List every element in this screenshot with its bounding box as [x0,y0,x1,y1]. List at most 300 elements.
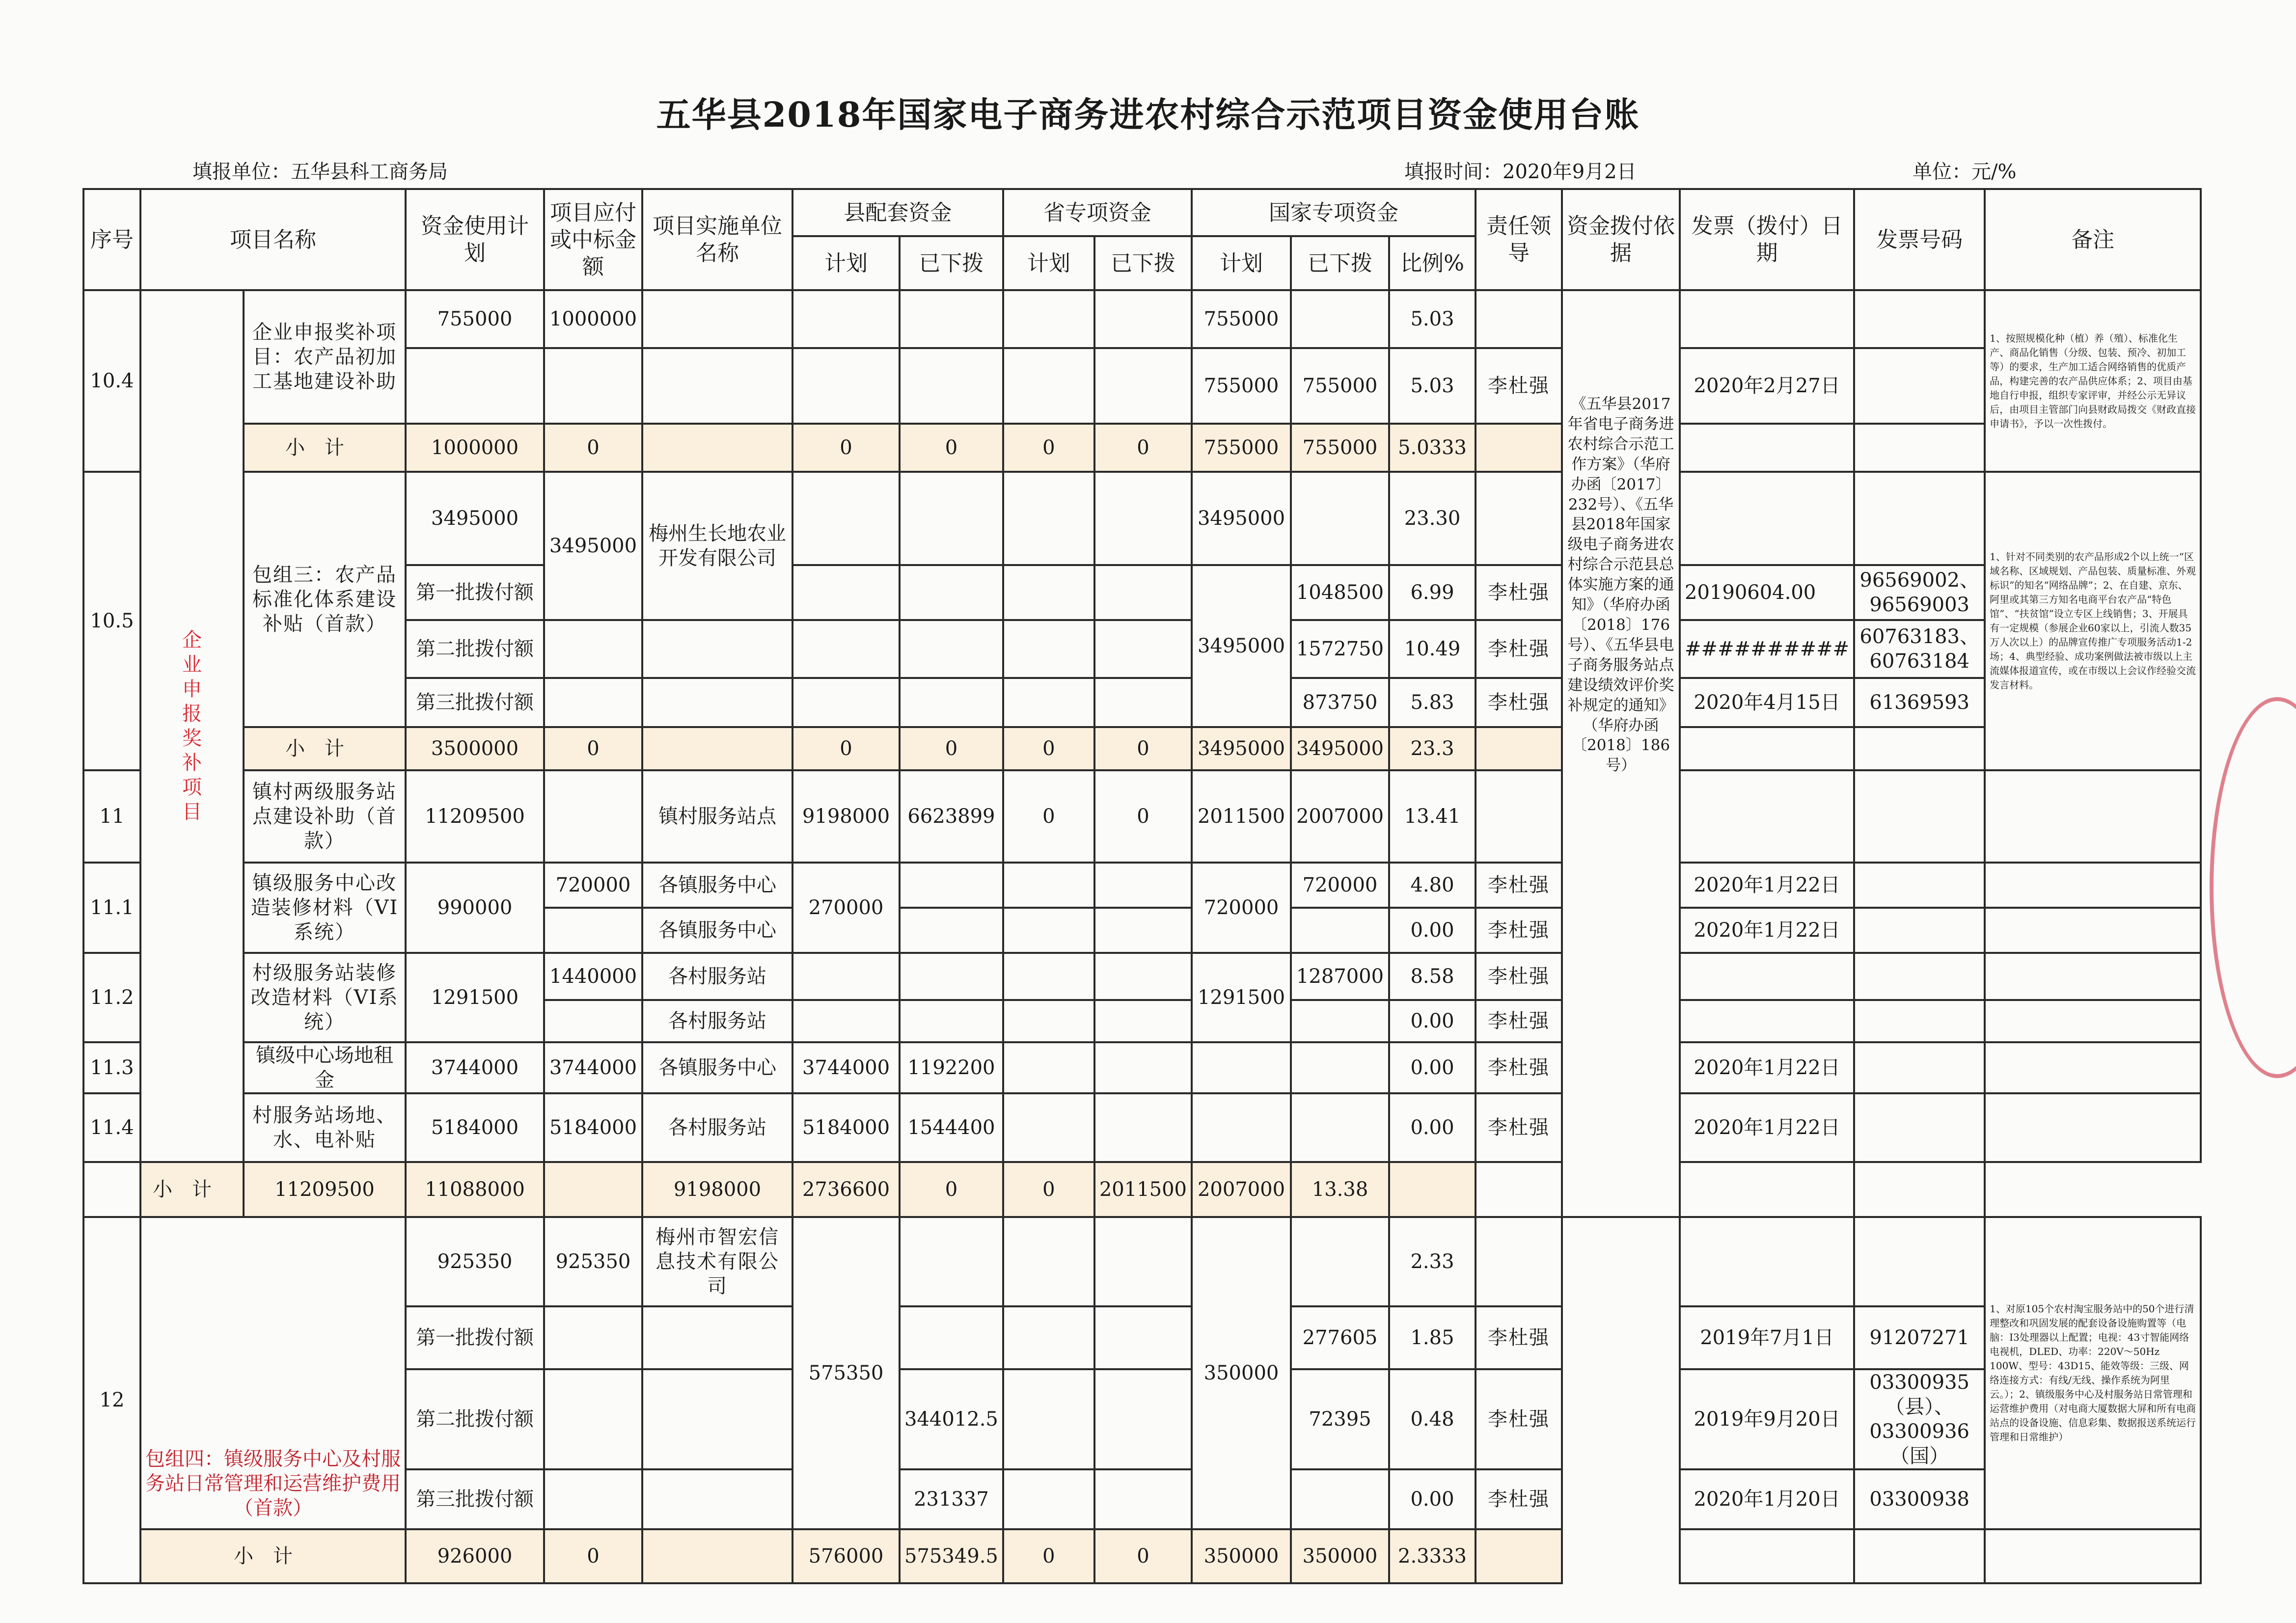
reporting-unit: 填报单位：五华县科工商务局 [192,161,448,183]
cell-leader [1476,727,1562,770]
cell-ratio: 8.58 [1389,953,1476,1000]
cell-plan: 3500000 [406,727,544,770]
cell-payable: 925350 [544,1217,642,1306]
cell-plan: 1000000 [406,424,544,472]
cell-prov-paid [1094,678,1192,727]
cell-county-plan: 576000 [793,1529,900,1583]
cell-impl [642,1529,793,1583]
batch-label: 第三批拨付额 [406,1469,544,1529]
cell-remark [1985,1000,2201,1042]
cell-plan: 926000 [406,1529,544,1583]
table-row [83,290,2201,348]
cell-nat-paid [1291,472,1389,565]
cell-leader: 李杜强 [1476,1093,1562,1162]
cell-impl [642,424,793,472]
cell-leader: 李杜强 [1476,1000,1562,1042]
cell-remark [1985,1042,2201,1093]
cell-prov-paid [1094,1469,1192,1529]
cell-payable [544,770,642,863]
cell-impl: 梅州市智宏信息技术有限公司 [642,1217,793,1306]
cell-nat-paid: 2007000 [1291,770,1389,863]
remark-text: 1、对原105个农村淘宝服务站中的50个进行清理整改和巩固发展的配套设备设施购置等（电脑：I3处理器以上配置；电视：43寸智能网络电视机，DLED、功率：220V～50Hz 100W、型号：43D15、能效等级：三级、网络连接方式：有线/无线、操作系统为阿里云。）；2、镇级服务中心及村服务站日常管理和运营维护费用（对电商大厦数据大屏和所有电商站点的设备设施、信息彩集、数据报送系统运行管理和日常维护） [1985,1217,2201,1529]
cell-prov-plan [1003,1369,1094,1469]
cell-leader: 李杜强 [1476,678,1562,727]
cell-nat-paid: 72395 [1291,1369,1389,1469]
cell-plan: 11209500 [244,1162,406,1217]
cell-plan: 3495000 [406,472,544,565]
row-project-name: 村级服务站装修改造材料（VI系统） [244,953,406,1042]
cell-county-paid: 6623899 [900,770,1003,863]
header-provincial-funds: 省专项资金 [1003,189,1192,236]
cell-prov-plan [1003,863,1094,908]
cell-invoice-number: 03300935（县）、03300936（国） [1854,1369,1985,1469]
cell-prov-plan [1003,348,1094,424]
cell-invoice-date [1680,1000,1854,1042]
cell-invoice-number [1680,1162,1854,1217]
cell-invoice-number: 91207271 [1854,1306,1985,1369]
cell-impl [642,1469,793,1529]
cell-plan [406,348,544,424]
cell-payable: 720000 [544,863,642,908]
cell-leader: 李杜强 [1476,620,1562,678]
subtotal-row [83,424,2201,472]
cell-prov-paid [1094,908,1192,953]
cell-county-paid: 231337 [900,1469,1003,1529]
cell-impl [642,348,793,424]
cell-nat-paid [1291,1093,1389,1162]
row-project-name: 企业申报奖补项目：农产品初加工基地建设补助 [244,290,406,424]
batch-label: 第三批拨付额 [406,678,544,727]
seal-stamp [2210,697,2296,1078]
cell-prov-plan [1003,472,1094,565]
cell-prov-plan [1003,953,1094,1000]
cell-remark [1985,1529,2201,1583]
header-county-funds: 县配套资金 [793,189,1003,236]
header-prov-paid: 已下拨 [1094,236,1192,290]
cell-plan: 5184000 [406,1093,544,1162]
cell-nat-plan: 3495000 [1192,727,1291,770]
cell-leader [1476,1529,1562,1583]
remark-text: 1、针对不同类别的农产品形成2个以上统一“区域名称、区域规划、产品包装、质量标准、外观标识”的知名“网络品牌”；2、在自建、京东、阿里或其第三方知名电商平台农产品“特色馆”、“扶贫馆”设立专区上线销售；3、开展具有一定规模（参展企业60家以上，引流人数35万人次以上）的品牌宣传推广专项服务活动1-2场；4、典型经验、成功案例做法被市级以上主流媒体报道宣传，或在市级以上会议作经验交流发言材料。 [1985,472,2201,770]
cell-ratio: 0.00 [1389,1042,1476,1093]
cell-prov-plan: 0 [1003,770,1094,863]
cell-nat-paid: 755000 [1291,348,1389,424]
cell-prov-paid: 0 [1094,424,1192,472]
cell-impl [642,620,793,678]
cell-county-plan [793,565,900,620]
table-row [83,1217,2201,1306]
cell-invoice-date: 2020年2月27日 [1680,348,1854,424]
cell-county-paid [900,348,1003,424]
cell-remark [1985,908,2201,953]
cell-leader: 李杜强 [1476,565,1562,620]
cell-county-paid [900,908,1003,953]
cell-invoice-date [1680,472,1854,565]
cell-invoice-number [1854,863,1985,908]
cell-invoice-number [1854,424,1985,472]
cell-remark [1985,1093,2201,1162]
cell-invoice-date [1680,727,1854,770]
cell-leader: 李杜强 [1476,1042,1562,1093]
cell-county-plan: 575350 [793,1217,900,1529]
cell-ratio: 4.80 [1389,863,1476,908]
cell-nat-paid: 1572750 [1291,620,1389,678]
cell-ratio: 0.00 [1389,1000,1476,1042]
subtotal-label: 小计 [244,424,406,472]
cell-county-paid [900,290,1003,348]
cell-impl: 各村服务站 [642,1093,793,1162]
subtotal-label: 小计 [140,1529,406,1583]
cell-prov-paid [1094,565,1192,620]
cell-prov-plan: 0 [1003,424,1094,472]
cell-prov-plan [1003,1306,1094,1369]
cell-prov-paid [1094,290,1192,348]
cell-nat-plan: 2011500 [1094,1162,1192,1217]
subtotal-row [83,1529,2201,1583]
cell-payable [544,348,642,424]
remark-text: 1、按照规模化种（植）养（殖）、标准化生产、商品化销售（分级、包装、预冷、初加工等）的要求，生产加工适合网络销售的优质产品，构建完善的农产品供应体系；2、项目由基地自行申报，组织专家评审，并经公示无异议后，由项目主管部门向县财政局拨交《财政直接申请书》，予以一次性拨付。 [1985,290,2201,472]
header-nat-ratio: 比例% [1389,236,1476,290]
cell-county-paid: 2736600 [793,1162,900,1217]
cell-ratio: 2.33 [1389,1217,1476,1306]
cell-prov-plan [1003,1042,1094,1093]
cell-payable: 11088000 [406,1162,544,1217]
cell-ratio: 5.03 [1389,290,1476,348]
cell-prov-paid: 0 [1003,1162,1094,1217]
cell-leader [1476,1217,1562,1306]
table-row [83,953,2201,1000]
batch-label: 第二批拨付额 [406,620,544,678]
header-national-funds: 国家专项资金 [1192,189,1476,236]
cell-plan: 755000 [406,290,544,348]
cell-ratio: 5.03 [1389,348,1476,424]
funding-basis-text: 《五华县2017年省电子商务进农村综合示范工作方案》（华府办函〔2017〕232号）、《五华县2018年国家级电子商务进农村综合示范县总体实施方案的通知》（华府办函〔2018〕176号）、《五华县电子商务服务站点建设绩效评价奖补规定的通知》（华府办函〔2018〕186号） [1562,290,1680,1217]
cell-county-plan [793,953,900,1000]
cell-prov-plan [1003,1469,1094,1529]
cell-invoice-number [1854,908,1985,953]
reporting-date: 填报时间：2020年9月2日 [1404,161,1637,183]
cell-leader [1389,1162,1476,1217]
cell-nat-plan [1192,1042,1291,1093]
cell-leader [1476,770,1562,863]
row-seq: 12 [83,1217,140,1583]
cell-nat-paid [1291,908,1389,953]
cell-county-paid [900,1217,1003,1306]
cell-prov-plan [1003,1000,1094,1042]
row-project-name: 镇级服务中心改造装修材料（VI系统） [244,863,406,953]
subtotal-row [83,727,2201,770]
cell-nat-plan: 350000 [1192,1217,1291,1529]
cell-ratio: 5.83 [1389,678,1476,727]
cell-ratio: 0.48 [1389,1369,1476,1469]
cell-payable: 0 [544,727,642,770]
cell-county-plan: 0 [793,727,900,770]
cell-prov-plan: 0 [1003,727,1094,770]
cell-ratio: 1.85 [1389,1306,1476,1369]
cell-county-paid [900,620,1003,678]
cell-invoice-number [1854,1000,1985,1042]
row-seq: 10.5 [83,472,140,770]
cell-payable [544,908,642,953]
cell-ratio: 0.00 [1389,908,1476,953]
header-plan: 资金使用计划 [406,189,544,290]
cell-plan: 3744000 [406,1042,544,1093]
row-seq: 11.1 [83,863,140,953]
cell-prov-plan [1003,678,1094,727]
cell-invoice-number [1854,1042,1985,1093]
cell-impl: 镇村服务站点 [642,770,793,863]
cell-prov-paid [1094,348,1192,424]
row-seq: 11.2 [83,953,140,1042]
cell-impl [642,727,793,770]
cell-invoice-date [1476,1162,1562,1217]
cell-impl: 梅州生长地农业开发有限公司 [642,472,793,620]
header-county-paid: 已下拨 [900,236,1003,290]
header-prov-plan: 计划 [1003,236,1094,290]
cell-nat-paid: 3495000 [1291,727,1389,770]
cell-invoice-number [1854,953,1985,1000]
cell-leader: 李杜强 [1476,908,1562,953]
cell-nat-plan: 3495000 [1192,472,1291,565]
row-seq: 10.4 [83,290,140,472]
cell-prov-plan [1003,290,1094,348]
cell-county-plan [793,1000,900,1042]
cell-invoice-number [1854,1217,1985,1306]
cell-nat-plan: 1291500 [1192,953,1291,1042]
side-category-label: 企业申报奖补项目 [140,290,244,1162]
cell-payable: 1000000 [544,290,642,348]
cell-prov-plan [1003,620,1094,678]
cell-plan: 925350 [406,1217,544,1306]
funds-ledger-table [82,188,2202,1584]
cell-remark [1985,953,2201,1000]
batch-label: 第一批拨付额 [406,1306,544,1369]
cell-prov-plan: 0 [1003,1529,1094,1583]
cell-invoice-number: 96569002、96569003 [1854,565,1985,620]
table-row [83,770,2201,863]
cell-county-plan [793,290,900,348]
cell-impl [642,290,793,348]
subtotal-row [83,1162,2201,1217]
cell-nat-plan: 755000 [1192,348,1291,424]
cell-county-paid: 0 [900,424,1003,472]
cell-nat-plan [1192,1093,1291,1162]
header-basis: 资金拨付依据 [1562,189,1680,290]
cell-nat-plan: 755000 [1192,290,1291,348]
cell-ratio: 23.3 [1389,727,1476,770]
header-nat-paid: 已下拨 [1291,236,1389,290]
cell-county-paid: 344012.5 [900,1369,1003,1469]
cell-invoice-date [1680,770,1854,863]
header-invoice-number: 发票号码 [1854,189,1985,290]
cell-impl: 各镇服务中心 [642,1042,793,1093]
cell-nat-plan: 720000 [1192,863,1291,953]
cell-nat-paid: 277605 [1291,1306,1389,1369]
cell-impl [544,1162,642,1217]
cell-remark [1854,1162,1985,1217]
batch-label: 第二批拨付额 [406,1369,544,1469]
cell-payable [544,1369,642,1469]
cell-county-plan [793,678,900,727]
table-row [83,1042,2201,1093]
row-project-name: 镇级中心场地租金 [244,1042,406,1093]
cell-nat-paid: 755000 [1291,424,1389,472]
cell-prov-plan [1003,908,1094,953]
cell-invoice-date: 2020年1月22日 [1680,1042,1854,1093]
cell-nat-paid [1291,1000,1389,1042]
cell-leader [1476,424,1562,472]
cell-nat-paid [1291,290,1389,348]
cell-payable: 3495000 [544,472,642,620]
cell-invoice-number [1854,727,1985,770]
cell-invoice-number: 60763183、60763184 [1854,620,1985,678]
row-seq [83,1162,140,1217]
cell-county-paid [900,472,1003,565]
cell-county-plan: 270000 [793,863,900,953]
cell-county-paid [900,1000,1003,1042]
cell-impl: 各镇服务中心 [642,908,793,953]
cell-ratio: 0.00 [1389,1469,1476,1529]
cell-leader: 李杜强 [1476,1469,1562,1529]
cell-ratio: 23.30 [1389,472,1476,565]
cell-leader: 李杜强 [1476,1369,1562,1469]
cell-nat-paid: 720000 [1291,863,1389,908]
cell-ratio: 10.49 [1389,620,1476,678]
subtotal-label: 小计 [140,1162,244,1217]
cell-impl: 各村服务站 [642,1000,793,1042]
row-seq: 11 [83,770,140,863]
cell-county-paid [900,1306,1003,1369]
cell-invoice-date: 2020年1月20日 [1680,1469,1854,1529]
cell-nat-paid: 873750 [1291,678,1389,727]
cell-invoice-date [1680,1529,1854,1583]
cell-payable: 0 [544,1529,642,1583]
cell-impl [642,678,793,727]
cell-payable: 5184000 [544,1093,642,1162]
cell-nat-paid [1291,1469,1389,1529]
cell-invoice-date: 2019年7月1日 [1680,1306,1854,1369]
cell-remark [1985,863,2201,908]
cell-county-paid [900,863,1003,908]
cell-nat-paid [1291,1217,1389,1306]
row-project-name: 镇村两级服务站点建设补助（首款） [244,770,406,863]
cell-invoice-date: ########## [1680,620,1854,678]
cell-invoice-date [1680,1217,1854,1306]
cell-ratio: 5.0333 [1389,424,1476,472]
cell-leader: 李杜强 [1476,348,1562,424]
row-seq: 11.3 [83,1042,140,1093]
cell-leader: 李杜强 [1476,953,1562,1000]
cell-county-paid: 0 [900,727,1003,770]
cell-prov-paid [1094,620,1192,678]
cell-county-plan [793,620,900,678]
cell-nat-plan: 2011500 [1192,770,1291,863]
batch-label: 第一批拨付额 [406,565,544,620]
cell-payable: 1440000 [544,953,642,1000]
row-project-name: 包组四：镇级服务中心及村服务站日常管理和运营维护费用（首款） [140,1217,406,1529]
cell-prov-plan [1003,1093,1094,1162]
page-title: 五华县2018年国家电子商务进农村综合示范项目资金使用台账 [656,94,1640,135]
cell-nat-plan: 350000 [1192,1529,1291,1583]
header-county-plan: 计划 [793,236,900,290]
cell-leader [1476,472,1562,565]
cell-county-paid: 1192200 [900,1042,1003,1093]
row-project-name: 村服务站场地、水、电补贴 [244,1093,406,1162]
cell-nat-paid: 1048500 [1291,565,1389,620]
cell-prov-paid [1094,953,1192,1000]
cell-payable [544,1469,642,1529]
cell-payable: 3744000 [544,1042,642,1093]
cell-county-paid: 1544400 [900,1093,1003,1162]
cell-impl: 各村服务站 [642,953,793,1000]
cell-county-plan [793,348,900,424]
cell-county-plan: 0 [793,424,900,472]
cell-prov-paid [1094,863,1192,908]
cell-county-paid [900,953,1003,1000]
cell-prov-plan: 0 [900,1162,1003,1217]
cell-invoice-date [1680,290,1854,348]
header-project-name: 项目名称 [140,189,406,290]
row-seq: 11.4 [83,1093,140,1162]
cell-invoice-number [1854,1093,1985,1162]
cell-ratio: 6.99 [1389,565,1476,620]
cell-prov-paid: 0 [1094,1529,1192,1583]
cell-prov-paid: 0 [1094,727,1192,770]
cell-invoice-number [1854,290,1985,348]
cell-prov-paid [1094,1042,1192,1093]
cell-prov-paid: 0 [1094,770,1192,863]
cell-invoice-date [1680,424,1854,472]
cell-payable [544,678,642,727]
cell-leader [1476,290,1562,348]
cell-county-plan: 5184000 [793,1093,900,1162]
header-remark: 备注 [1985,189,2201,290]
cell-ratio: 13.38 [1291,1162,1389,1217]
column-gap [1562,1217,1680,1583]
cell-county-paid: 575349.5 [900,1529,1003,1583]
cell-plan: 11209500 [406,770,544,863]
cell-prov-paid [1094,1306,1192,1369]
cell-prov-paid [1094,1369,1192,1469]
cell-payable [544,620,642,678]
table-row [83,863,2201,908]
cell-impl: 各镇服务中心 [642,863,793,908]
cell-invoice-date: 2020年1月22日 [1680,1093,1854,1162]
cell-prov-plan [1003,1217,1094,1306]
cell-ratio: 0.00 [1389,1093,1476,1162]
cell-ratio: 2.3333 [1389,1529,1476,1583]
cell-county-paid [900,678,1003,727]
cell-nat-paid: 2007000 [1192,1162,1291,1217]
subtotal-label: 小计 [244,727,406,770]
cell-ratio: 13.41 [1389,770,1476,863]
cell-invoice-number [1854,348,1985,424]
cell-remark [1985,770,2201,863]
cell-prov-paid [1094,1217,1192,1306]
cell-county-plan: 9198000 [642,1162,793,1217]
cell-prov-paid [1094,1000,1192,1042]
cell-nat-paid: 1287000 [1291,953,1389,1000]
cell-invoice-date: 2020年1月22日 [1680,908,1854,953]
cell-invoice-date: 2020年1月22日 [1680,863,1854,908]
cell-county-paid [900,565,1003,620]
cell-impl [642,1306,793,1369]
cell-payable [544,1306,642,1369]
cell-plan: 1291500 [406,953,544,1042]
cell-nat-paid: 350000 [1291,1529,1389,1583]
cell-prov-paid [1094,472,1192,565]
cell-county-plan: 3744000 [793,1042,900,1093]
